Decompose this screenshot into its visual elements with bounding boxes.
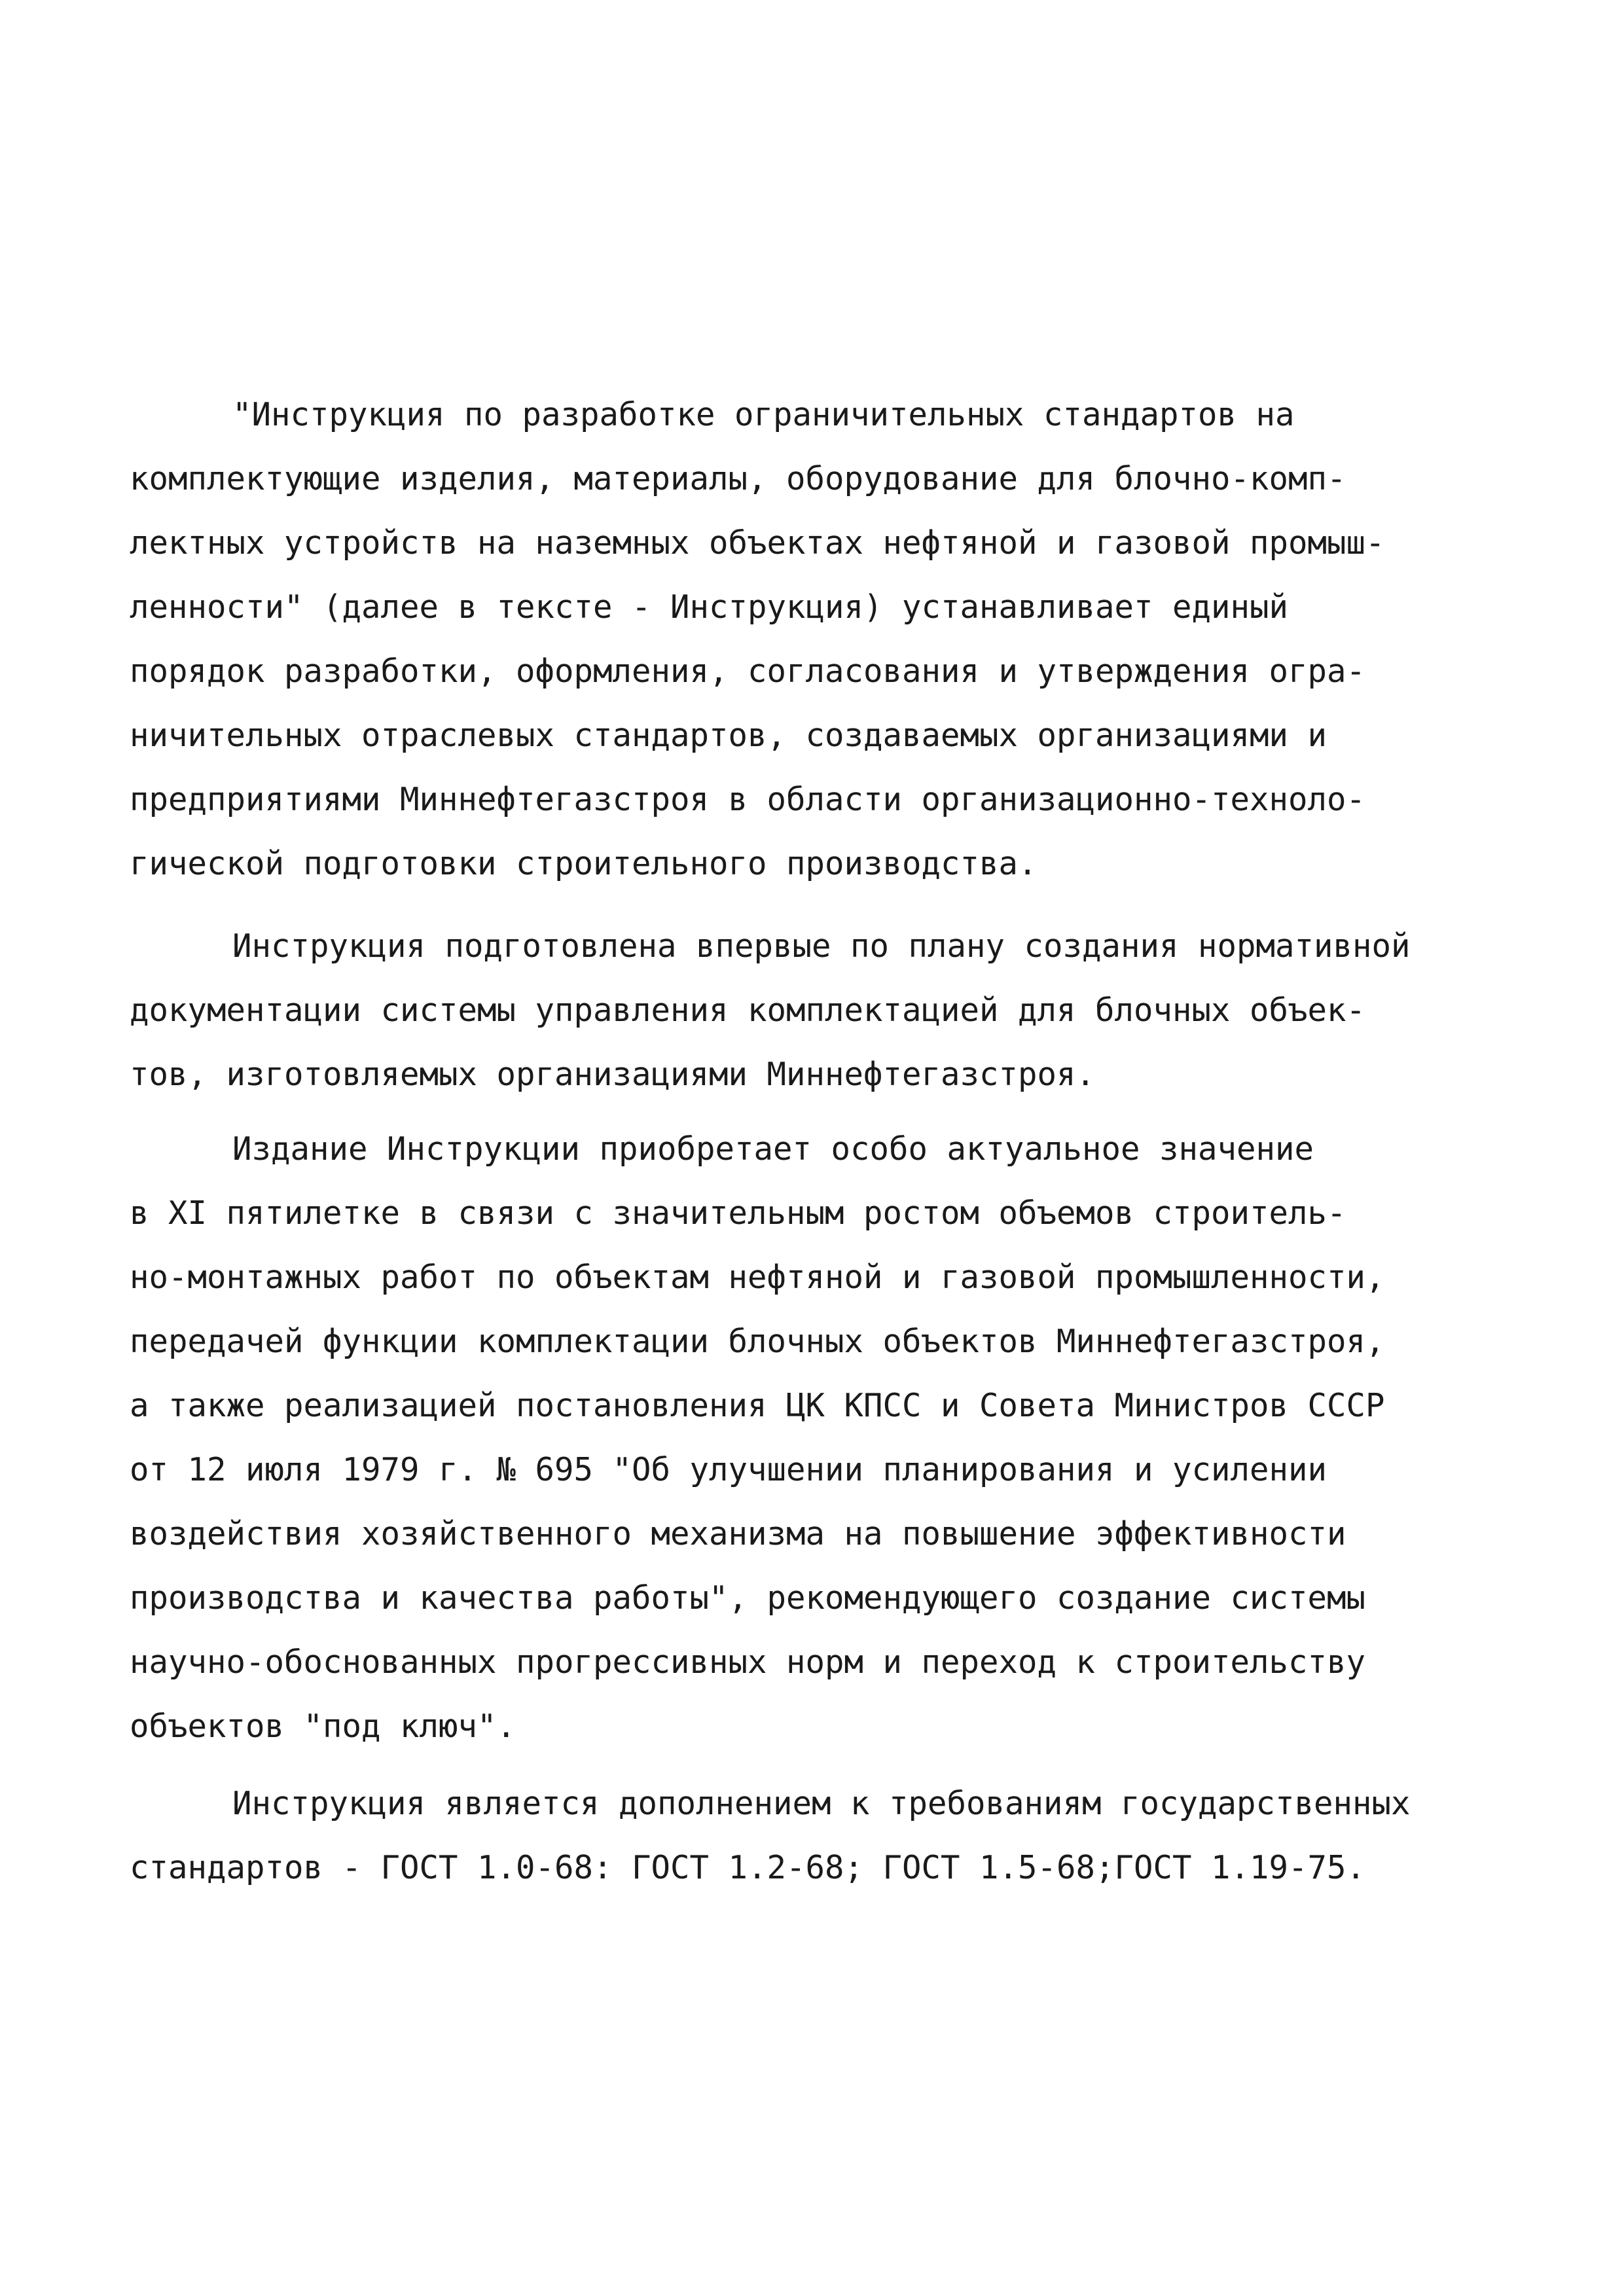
text-line: производства и качества работы", рекомендующего создание системы [130, 1579, 1366, 1617]
text-line: передачей функции комплектации блочных объектов Миннефтегазстроя, [130, 1323, 1385, 1360]
text-line: ленности" (далее в тексте - Инструкция) устанавливает единый [130, 588, 1289, 626]
text-line: тов, изготовляемых организациями Миннефтегазстроя. [130, 1056, 1096, 1093]
text-line: объектов "под ключ". [130, 1708, 516, 1745]
text-line: но-монтажных работ по объектам нефтяной и газовой промышленности, [130, 1259, 1385, 1296]
text-line: документации системы управления комплектацией для блочных объек- [130, 992, 1366, 1029]
text-line: в XI пятилетке в связи с значительным ростом объемов строитель- [130, 1194, 1346, 1232]
text-line: Инструкция подготовлена впервые по плану создания нормативной [232, 927, 1411, 965]
text-line: гической подготовки строительного производства. [130, 845, 1038, 882]
text-line: ничительных отраслевых стандартов, создаваемых организациями и [130, 717, 1327, 754]
text-line: комплектующие изделия, материалы, оборудование для блочно-комп- [130, 460, 1346, 497]
text-line: предприятиями Миннефтегазстроя в области организационно-техноло- [130, 781, 1366, 818]
text-line: стандартов - ГОСТ 1.0-68: ГОСТ 1.2-68; ГОСТ 1.5-68;ГОСТ 1.19-75. [130, 1849, 1366, 1886]
text-line: лектных устройств на наземных объектах нефтяной и газовой промыш- [130, 524, 1385, 562]
text-line: "Инструкция по разработке ограничительных стандартов на [232, 396, 1295, 433]
text-line: от 12 июля 1979 г. № 695 "Об улучшении планирования и усилении [130, 1451, 1327, 1488]
text-line: Издание Инструкции приобретает особо актуальное значение [232, 1130, 1314, 1168]
text-line: порядок разработки, оформления, согласования и утверждения огра- [130, 653, 1366, 690]
text-line: Инструкция является дополнением к требованиям государственных [232, 1785, 1411, 1822]
text-line: воздействия хозяйственного механизма на повышение эффективности [130, 1515, 1346, 1552]
text-line: а также реализацией постановления ЦК КПСС и Совета Министров СССР [130, 1387, 1385, 1424]
text-line: научно-обоснованных прогрессивных норм и переход к строительству [130, 1643, 1366, 1681]
